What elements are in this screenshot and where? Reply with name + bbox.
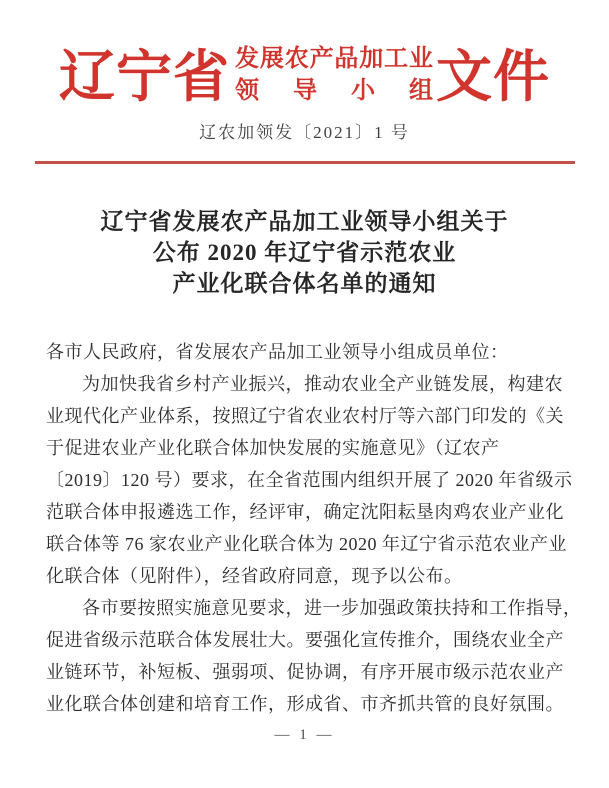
document-title xyxy=(0,206,609,299)
org-name-middle xyxy=(235,47,433,104)
document-number: 辽农加领发〔2021〕1 号 xyxy=(199,123,410,143)
body-line-salutation: 各市人民政府，省发展农产品加工业领导小组成员单位： xyxy=(46,342,509,363)
body-line: 于促进农业产业化联合体加快发展的实施意见》（辽农产 xyxy=(46,438,500,459)
body-line: 〔2019〕120 号）要求，在全省范围内组织开展了 2020 年省级示 xyxy=(46,470,573,491)
body-line: 化联合体（见附件），经省政府同意，现予以公布。 xyxy=(46,566,463,587)
body-line: 联合体等 76 家农业产业化联合体为 2020 年辽宁省示范农业产业 xyxy=(46,534,567,555)
page-number: — 1 — xyxy=(274,727,335,744)
body-line: 为加快我省乡村产业振兴，推动农业全产业链发展，构建农 xyxy=(82,374,563,395)
org-name-middle-bottom: 领导小组 xyxy=(235,78,433,105)
letterhead xyxy=(0,46,609,110)
document-title-line-2: 公布 2020 年辽宁省示范农业 xyxy=(152,240,457,266)
document-body xyxy=(46,336,582,720)
red-divider-line xyxy=(35,161,575,164)
body-line: 促进省级示范联合体发展壮大。要强化宣传推介，围绕农业全产 xyxy=(46,630,564,651)
body-line: 业链环节，补短板、强弱项、促协调，有序开展市级示范农业产 xyxy=(46,662,564,683)
body-line: 范联合体申报遴选工作，经评审，确定沈阳耘垦肉鸡农业产业化 xyxy=(46,502,564,523)
document-title-line-1: 辽宁省发展农产品加工业领导小组关于 xyxy=(100,209,509,235)
body-line: 各市要按照实施意见要求，进一步加强政策扶持和工作指导， xyxy=(82,598,582,619)
body-line: 业现代化产业体系，按照辽宁省农业农村厅等六部门印发的《关 xyxy=(46,406,564,427)
body-line: 业化联合体创建和培育工作，形成省、市齐抓共管的良好氛围。 xyxy=(46,694,564,715)
org-name-left: 辽宁省 xyxy=(59,47,230,110)
org-name-right: 文件 xyxy=(436,47,550,110)
org-name-middle-top: 发展农产品加工业 xyxy=(235,46,433,72)
document-title-line-3: 产业化联合体名单的通知 xyxy=(172,271,437,297)
